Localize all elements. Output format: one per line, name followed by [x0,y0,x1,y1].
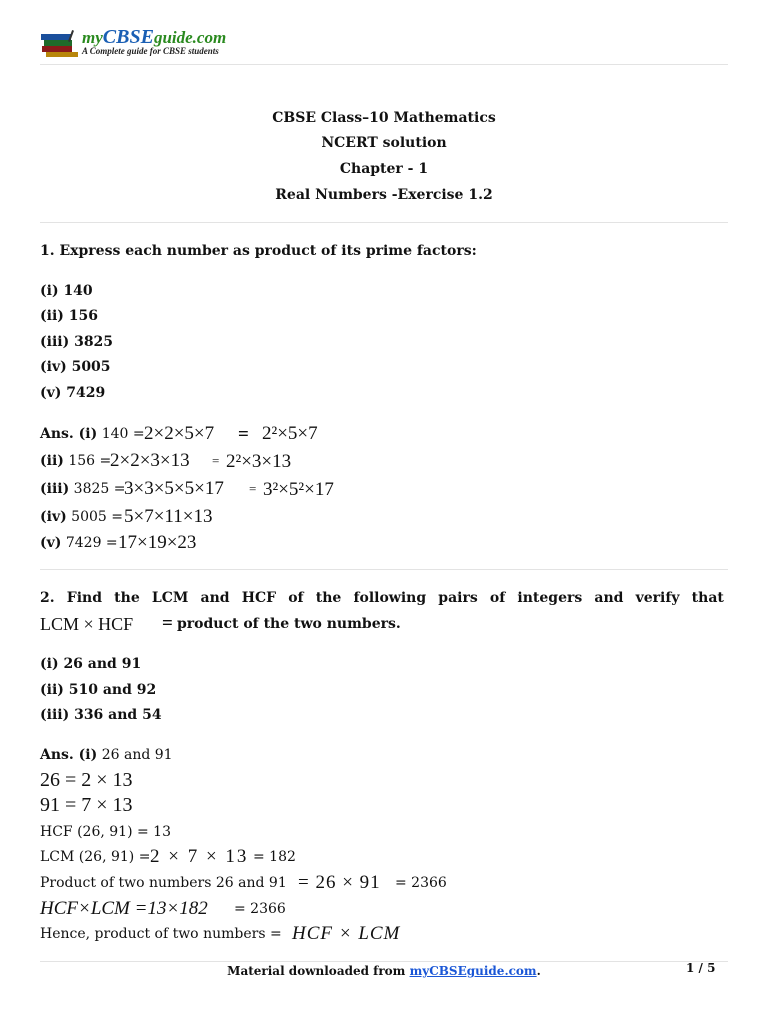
factorization: 26 = 2 × 13 [40,769,133,791]
q1-answer-row [40,452,111,470]
q1-item: (iii) 3825 [40,334,114,350]
question-word: and [594,590,624,606]
brand-tagline: A Complete guide for CBSE students [82,46,219,56]
equals-sign: = [162,613,173,634]
lcm-label: LCM (26, 91) = [40,849,151,865]
answer-text: 26 and 91 [101,747,173,763]
question-word: 2. [40,590,55,606]
equals-sign: = [212,453,220,468]
q2-item: (ii) 510 and 92 [40,682,157,698]
question-word: that [691,590,724,606]
conclusion-label: Hence, product of two numbers = [40,926,282,942]
q2-item: (i) 26 and 91 [40,656,142,672]
answer-label: Ans. (i) [40,426,98,442]
q1-item: (i) 140 [40,283,93,299]
footer-divider [40,961,728,962]
q1-item: (v) 7429 [40,385,106,401]
question-1: 1. Express each number as product of its prime factors: [40,243,477,259]
chapter-label: Chapter - 1 [339,161,429,177]
question-word: HCF [241,590,277,606]
answer-lhs: 5005 = [71,509,123,525]
header-divider [40,64,728,65]
answer-label: (iv) [40,509,67,525]
exercise-label: Real Numbers -Exercise 1.2 [275,187,493,203]
question-word: integers [517,590,583,606]
answer-lhs: 156 = [68,453,112,469]
q2-answer [40,746,173,764]
footer-period: . [536,964,541,978]
question-2-end: product of the two numbers. [177,616,401,632]
factor-result: 3²×5²×17 [263,479,334,500]
footer-text: Material downloaded from [227,964,406,978]
question-word: verify [635,590,680,606]
product-expression: = 26 × 91 [298,872,381,893]
question-word: LCM [151,590,189,606]
q1-answer-row [40,508,123,526]
question-word: the [315,590,342,606]
product-result: = 2366 [395,875,447,891]
q2-item: (iii) 336 and 54 [40,707,162,723]
answer-lhs: 3825 = [73,481,126,497]
answer-label: (ii) [40,453,64,469]
section-divider [40,569,728,570]
question-word: the [114,590,140,606]
equals-sign: = [249,481,257,496]
question-word: of [489,590,506,606]
footer-link[interactable]: myCBSEguide.com [409,964,537,978]
hcf-line: HCF (26, 91) = 13 [40,824,171,840]
factor-expression: 5×7×11×13 [124,506,213,527]
lcm-hcf-formula: LCM × HCF [40,614,134,634]
answer-label: Ans. (i) [40,747,98,763]
brand-name: myCBSEguide.com [82,26,227,48]
doc-title: CBSE Class–10 Mathematics [272,110,496,126]
question-word: following [353,590,427,606]
factor-expression: 2×2×5×7 [144,423,215,444]
factor-result: 2²×3×13 [226,451,292,472]
question-word: pairs [438,590,478,606]
factor-expression: 2×2×3×13 [110,450,190,471]
answer-label: (v) [40,535,62,551]
answer-lhs: 140 = [101,426,145,442]
books-icon [40,28,80,58]
factor-result: 2²×5×7 [262,423,318,444]
lcm-result: = 182 [253,849,296,865]
factor-expression: 17×19×23 [118,532,197,553]
answer-label: (iii) [40,481,70,497]
answer-lhs: 7429 = [65,535,118,551]
q1-item: (ii) 156 [40,308,98,324]
verification-result: = 2366 [234,901,286,917]
product-label: Product of two numbers 26 and 91 [40,875,287,891]
section-divider [40,222,728,223]
site-logo [40,26,250,60]
factorization: 91 = 7 × 13 [40,794,133,816]
conclusion-expression: HCF × LCM [292,923,401,944]
q1-answer-row [40,480,125,498]
lcm-expression: 2 × 7 × 13 [150,846,249,867]
question-word: Find [66,590,103,606]
q1-answer-row [40,534,118,552]
factor-expression: 3×3×5×5×17 [124,478,224,499]
footer-note [0,964,768,978]
verification-expression: HCF×LCM =13×182 [40,898,208,919]
doc-subtitle: NCERT solution [321,135,447,151]
page-number: 1 / 5 [686,961,716,975]
question-word: of [288,590,304,606]
equals-sign: = [238,424,249,445]
q1-answer-row [40,425,145,443]
q1-item: (iv) 5005 [40,359,111,375]
question-word: and [200,590,230,606]
question-2 [40,589,724,607]
